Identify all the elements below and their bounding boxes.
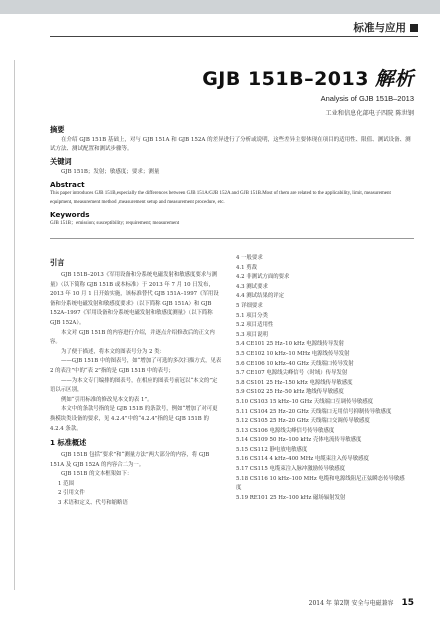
left-column: [50, 254, 222, 509]
abstract-en-text: This paper introduces GJB 151B,especially the differences between GJB 151A/GJB 152A and GJB 151B.Most of them are related to the applicability, limit, measurement equipment, measurement method ,measurement setup and measurement procedure, etc.: [50, 191, 391, 205]
outline-item: 4.4 测试结果的评定: [236, 293, 285, 300]
keywords-en-heading: Keywords: [50, 210, 90, 220]
title-block: [202, 64, 414, 117]
outline-item: 5.12 CS105 25 Hz–20 GHz 天线端口交调传导敏感度: [236, 418, 370, 425]
outline-item: 5.6 CE106 10 kHz–40 GHz 天线端口传导发射: [236, 360, 354, 367]
abstract-en-heading: Abstract: [50, 180, 85, 189]
title-main: GJB 151B–2013: [202, 68, 369, 90]
section1-paragraph: GJB 151B 包括“要求”和“测量方法”两大部分的内容，将 GJB 151A 及 GJB 152A 的内容合二为一。: [50, 452, 210, 468]
outline-item: 4.2 非测试方面的要求: [236, 274, 290, 281]
outline-item: 5.14 CS109 50 Hz–100 kHz 壳体电流传导敏感度: [236, 437, 362, 444]
section-tag-label: 标准与应用: [353, 22, 406, 34]
left-margin-rule: [14, 60, 15, 590]
page-footer: [309, 598, 414, 608]
intro-heading: 引言: [50, 258, 65, 267]
outline-item: 5.13 CS106 电源线尖峰信号传导敏感度: [236, 427, 335, 434]
abstract-heading: 摘要: [50, 125, 65, 134]
outline-item: 5.8 CS101 25 Hz–150 kHz 电源线传导敏感度: [236, 379, 353, 386]
outline-item: 4.3 测试要求: [236, 283, 268, 290]
outline-item: 5.19 RE101 25 Hz–100 kHz 磁场辐射发射: [236, 494, 346, 501]
intro-paragraph: 本文中的条款号指的是 GJB 151B 的条款号，例如“增加了对可更换模块类设备的要求，见 4.2.4”中的“4.2.4”指的是 GJB 151B 的 4.2.4 条款。: [50, 406, 218, 432]
intro-paragraph: ——GJB 151B 中的图表号，如“增加了可选的多次扫描方式，见表 2 的表注”中的“表 2”指的是 GJB 151B 中的表号；: [50, 358, 222, 374]
outline-item: 2 引用文件: [58, 490, 85, 497]
section1-heading: 1 标准概述: [50, 438, 87, 448]
footer-issue: 2014 年 第2期 安全与电磁兼容: [308, 600, 394, 607]
outline-item: 1 范围: [58, 480, 74, 487]
outline-item: 5.2 项目适用性: [236, 322, 274, 329]
outline-item: 5.1 项目分类: [236, 312, 268, 319]
section1-paragraph: GJB 151B 的文本框架如下：: [61, 471, 133, 478]
outline-item: 5 详细要求: [236, 302, 263, 309]
outline-item: 5.10 CS103 15 kHz–10 GHz 天线端口互调传导敏感度: [236, 398, 374, 405]
outline-item: 5.16 CS114 4 kHz–400 MHz 电缆束注入传导敏感度: [236, 456, 369, 463]
english-subtitle: Analysis of GJB 151B–2013: [320, 94, 414, 103]
keywords-heading: 关键词: [50, 157, 72, 166]
outline-item: 5.18 CS116 10 kHz–100 MHz 电缆和电源线阻尼正弦瞬态传导敏感度: [236, 475, 405, 492]
intro-paragraph: GJB 151B–2013《军用设备和分系统电磁发射和敏感度要求与测量》（以下简称 GJB 151B 或本标准）于 2013 年 7 月 10 日发布，2013 年 10 月 1 日开始实施，该标准替代 GJB 151A–1997《军用设备和分系统电磁发射和敏感度要求》（以下简称 GJB 151A）和 GJB 152A–1997《军用设备和分系统电磁发射和敏感度测量》（以下简称 GJB 152A）。: [50, 272, 219, 326]
page-number: 15: [401, 598, 414, 608]
outline-item: 4 一般要求: [236, 255, 263, 261]
outline-item: 5.3 项目说明: [236, 331, 268, 338]
right-column: [232, 254, 410, 503]
section-tag: [354, 20, 419, 35]
outline-item: 4.1 剪裁: [236, 264, 258, 271]
abstract-text: 在介绍 GJB 151B 基础上，对与 GJB 151A 和 GJB 152A 的差异进行了分析或说明，这些差异主要体现在项目的适用性、限值、测试设备、测试方法、测试配置和测试步骤等。: [50, 137, 411, 152]
intro-paragraph: 为了便于描述，将本文的图表号分为 2 类：: [61, 348, 165, 355]
abstract-area: [50, 122, 414, 229]
top-color-bar: [0, 0, 440, 14]
outline-item: 5.17 CS115 电缆束注入脉冲激励传导敏感度: [236, 466, 346, 473]
outline-item: 5.5 CE102 10 kHz–10 MHz 电源线传导发射: [236, 350, 350, 357]
outline-item: 5.9 CS102 25 Hz–50 kHz 地线传导敏感度: [236, 389, 344, 396]
title-suffix: 解析: [374, 68, 414, 90]
outline-item: 5.11 CS104 25 Hz–20 GHz 天线端口无用信号抑制传导敏感度: [236, 408, 392, 415]
outline-item: 5.7 CE107 电源线尖峰信号（时域）传导发射: [236, 370, 348, 377]
intro-paragraph: ——为本文专门编排的图表号，在相应的图表号前冠以“本文的”定语以示区别，: [50, 377, 218, 394]
keywords-en-text: GJB 151B；emission; susceptibility; requirement; measurement: [50, 221, 180, 227]
outline-item: 3 术语和定义、代号和缩略语: [58, 500, 128, 507]
article-title: [202, 64, 414, 91]
black-square-icon: [410, 24, 418, 32]
outline-item: 5.4 CE101 25 Hz–10 kHz 电源线传导发射: [236, 341, 344, 348]
author-line: 工业和信息化部电子四院 陈世钢: [325, 110, 414, 117]
outline-item: 5.15 CS112 静电放电敏感度: [236, 446, 308, 453]
header-rule: [50, 36, 418, 37]
intro-paragraph: 例如“引用标准的修改见本文的表 1”。: [61, 396, 153, 403]
keywords-text: GJB 151B；发射；敏感度；要求；测量: [61, 169, 160, 175]
intro-paragraph: 本文对 GJB 151B 的内容进行介绍，并逐点介绍修改后的正文内容。: [50, 329, 215, 346]
abstract-divider: [50, 238, 414, 239]
